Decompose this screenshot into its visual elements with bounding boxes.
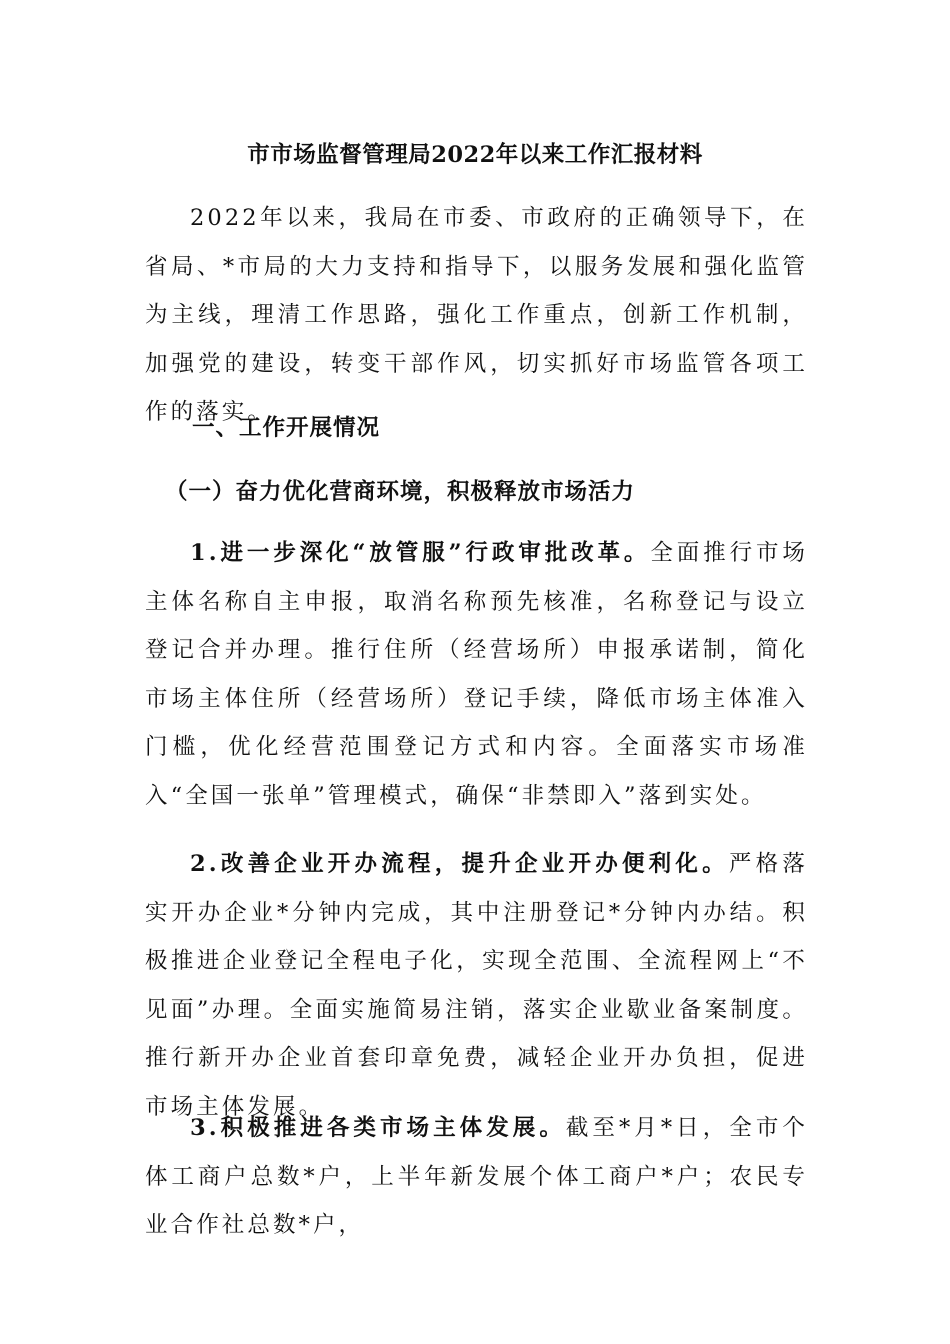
item-3-body: 截至*月*日，全市个体工商户总数*户，上半年新发展个体工商户*户；农民专业合作社总数*户， — [145, 1115, 808, 1238]
item-2-paragraph — [145, 840, 808, 1131]
item-2-body: 严格落实开办企业*分钟内完成，其中注册登记*分钟内办结。积极推进企业登记全程电子化，实现全范围、全流程网上“不见面”办理。全面实施简易注销，落实企业歇业备案制度。推行新开办企业首套印章免费，减轻企业开办负担，促进市场主体发展。 — [145, 851, 808, 1120]
item-3-paragraph — [145, 1104, 808, 1250]
item-1-paragraph — [145, 529, 808, 820]
document-title: 市市场监督管理局2022年以来工作汇报材料 — [247, 142, 703, 168]
item-1-lead: 1.进一步深化“放管服”行政审批改革。 — [190, 540, 651, 566]
item-1-body: 全面推行市场主体名称自主申报，取消名称预先核准，名称登记与设立登记合并办理。推行住所（经营场所）申报承诺制，简化市场主体住所（经营场所）登记手续，降低市场主体准入门槛，优化经营范围登记方式和内容。全面落实市场准入“全国一张单”管理模式，确保“非禁即入”落到实处。 — [145, 540, 808, 809]
intro-paragraph: 2022年以来，我局在市委、市政府的正确领导下，在省局、*市局的大力支持和指导下，以服务发展和强化监管为主线，理清工作思路，强化工作重点，创新工作机制，加强党的建设，转变干部作风，切实抓好市场监管各项工作的落实。 — [145, 205, 808, 425]
section-heading: 一、工作开展情况 — [192, 415, 381, 441]
item-3-lead: 3.积极推进各类市场主体发展。 — [190, 1115, 566, 1141]
subsection-heading: （一）奋力优化营商环境，积极释放市场活力 — [165, 479, 636, 505]
item-2-lead: 2.改善企业开办流程，提升企业开办便利化。 — [190, 851, 729, 877]
